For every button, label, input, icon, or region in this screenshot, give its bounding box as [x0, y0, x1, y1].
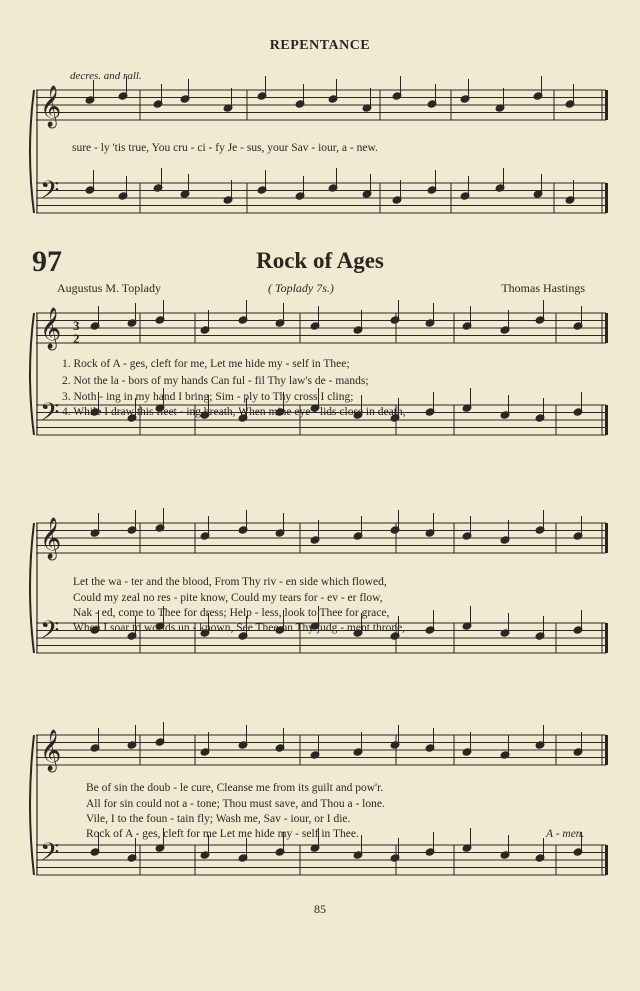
bass-clef-icon: 𝄢	[40, 176, 60, 211]
final-barline	[605, 183, 608, 213]
bass-clef-icon: 𝄢	[40, 838, 60, 873]
system-brace	[30, 735, 34, 875]
verse-4-line: Rock of A - ges, cleft for me Let me hide my - self in Thee.	[86, 828, 359, 840]
hymn-composer: Thomas Hastings	[501, 281, 585, 295]
hymn-title: Rock of Ages	[256, 248, 384, 273]
final-barline	[605, 313, 608, 343]
verse-4-line: When I soar to worlds un - known, See Thee on Thy judg - ment throne,	[73, 622, 406, 634]
system-brace	[30, 90, 34, 213]
tempo-marking: decres. and rall.	[70, 70, 142, 82]
top-lyric-line: sure - ly 'tis true, You cru - ci - fy Je - sus, your Sav - iour, a - new.	[72, 142, 378, 154]
final-barline	[605, 405, 608, 435]
hymn-number: 97	[32, 245, 62, 278]
verse-3-line: Nak - ed, come to Thee for dress; Help - less, look to Thee for grace,	[73, 607, 390, 619]
final-barline	[605, 523, 608, 553]
final-barline	[605, 845, 608, 875]
final-barline	[605, 90, 608, 120]
bass-staff	[36, 845, 606, 875]
treble-clef-icon: 𝄞	[40, 308, 62, 349]
verse-2-line: 2. Not the la - bors of my hands Can ful - fil Thy law's de - mands;	[62, 375, 369, 387]
bass-clef-icon: 𝄢	[40, 616, 60, 651]
amen-label: A - men.	[546, 828, 585, 840]
verse-4-line: 4. While I draw this fleet - ing breath, When mine eye - lids close in death,	[62, 406, 406, 418]
treble-clef-icon: 𝄞	[40, 86, 62, 127]
final-barline	[605, 735, 608, 765]
treble-staff	[36, 313, 606, 343]
page-number: 85	[314, 902, 326, 916]
verse-2-line: All for sin could not a - tone; Thou must save, and Thou a - lone.	[86, 798, 385, 810]
hymn-author: Augustus M. Toplady	[57, 281, 161, 295]
system-brace	[30, 523, 34, 653]
treble-staff	[36, 735, 606, 765]
verse-1-line: Be of sin the doub - le cure, Cleanse me from its guilt and pow'r.	[86, 782, 384, 794]
verse-2-line: Could my zeal no res - pite know, Could my tears for - ev - er flow,	[73, 592, 383, 604]
treble-clef-icon: 𝄞	[40, 518, 62, 559]
treble-staff	[36, 523, 606, 553]
verse-1-line: 1. Rock of A - ges, cleft for me, Let me hide my - self in Thee;	[62, 358, 350, 370]
time-signature-bottom: 2	[73, 331, 80, 346]
verse-1-line: Let the wa - ter and the blood, From Thy riv - en side which flowed,	[73, 576, 387, 588]
section-header: REPENTANCE	[269, 38, 371, 53]
tune-name: ( Toplady 7s.)	[268, 281, 334, 295]
bass-clef-icon: 𝄢	[40, 398, 60, 433]
verse-3-line: 3. Noth - ing in my hand I bring; Sim - ply to Thy cross I cling;	[62, 391, 354, 403]
verse-3-line: Vile, I to the foun - tain fly; Wash me, Sav - iour, or I die.	[86, 813, 351, 825]
system-brace	[30, 313, 34, 435]
final-barline	[605, 623, 608, 653]
treble-clef-icon: 𝄞	[40, 730, 62, 771]
time-signature-top: 3	[73, 318, 80, 333]
